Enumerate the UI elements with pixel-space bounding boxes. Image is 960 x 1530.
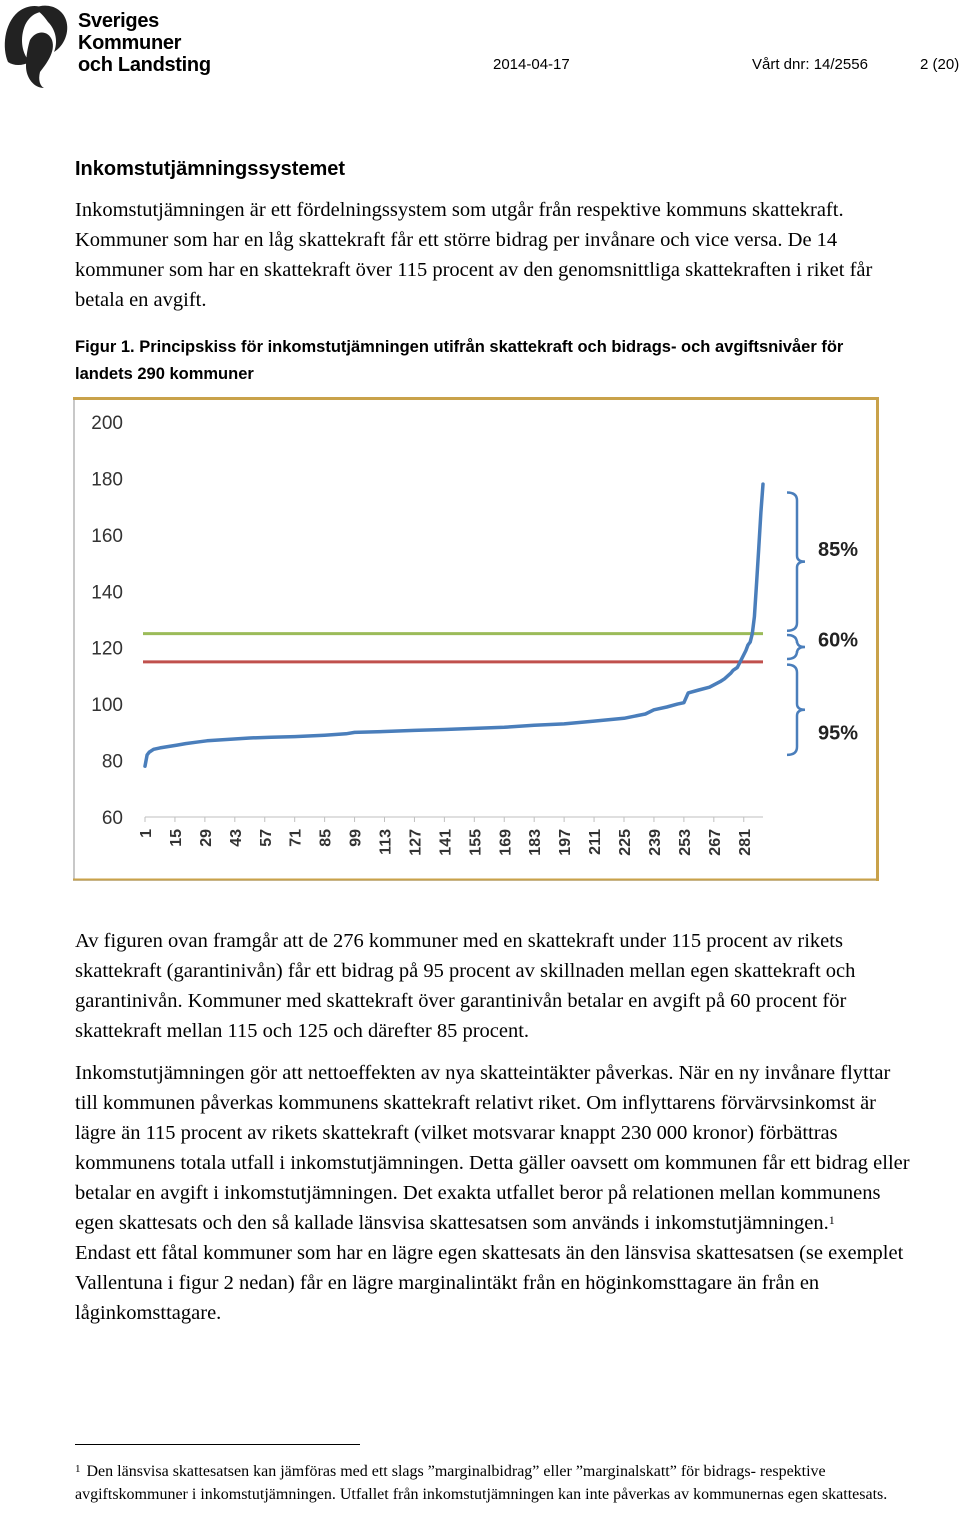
y-tick-label: 100 [91,695,123,717]
figure-border [74,398,878,880]
x-tick-label: 15 [167,829,185,847]
x-tick-label: 43 [227,829,245,847]
logo-line-3: och Landsting [78,54,211,76]
y-tick-label: 200 [91,413,123,434]
y-tick-label: 160 [91,525,123,547]
bracket-label: 60% [818,629,859,652]
logo-mark-icon [0,0,80,90]
x-tick-label: 267 [706,829,724,856]
x-tick-label: 281 [736,829,754,856]
x-tick-label: 29 [197,829,215,847]
logo-line-1: Sveriges [78,10,159,32]
intro-paragraph: Inkomstutjämningen är ett fördelningssystem som utgår från respektive kommuns skattekraft. Kommuner som har en låg skattekraft får ett större bidrag per invånare och vice versa. De 14 kommuner som har en skattekraft över 115 procent av den genomsnittliga skattekraften i riket får betala en avgift. [75,199,873,311]
x-tick-label: 183 [527,829,545,856]
logo-line-2: Kommuner [78,32,182,54]
y-tick-label: 60 [101,808,123,829]
x-tick-label: 155 [467,829,485,856]
y-tick-label: 120 [91,638,123,660]
x-tick-label: 85 [317,829,335,847]
footnote-number: 1 [75,1463,81,1475]
page-number: 2 (20) [920,56,960,73]
x-tick-label: 169 [497,829,515,856]
y-tick-label: 140 [91,582,123,604]
x-tick-label: 127 [407,829,425,856]
footnote-reference[interactable]: 1 [828,1213,835,1227]
explanation-paragraph: Av figuren ovan framgår att de 276 kommuner med en skattekraft under 115 procent av rikets skattekraft (garantinivån) får ett bidrag på 95 procent av skillnaden mellan egen skattekraft och garantinivån. Kommuner med skattekraft över garantinivån betalar en avgift på 60 procent för skattekraft mellan 115 och 125 och därefter 85 procent. [75,930,856,1042]
x-tick-label: 99 [347,829,365,847]
section-title: Inkomstutjämningssystemet [75,158,346,180]
effect-paragraph-text: Inkomstutjämningen gör att nettoeffekten av nya skatteintäkter påverkas. När en ny invånare flyttar till kommunen påverkas kommunens skattekraft relativt riket. Om inflyttarens förvärvsinkomst är lägre än 115 procent av rikets skattekraft (vilket motsvarar knappt 230 000 kronor) förbättras kommunens totala utfall i inkomstutjämningen. Detta gäller oavsett om kommunen får ett bidrag eller betalar en avgift i inkomstutjämningen. Det exakta utfallet beror på relationen mellan kommunens egen skattesats och den så kallade länsvisa skattesatsen som används i inkomstutjämningen. [75,1062,910,1234]
effect-paragraph-continuation: Endast ett fåtal kommuner som har en lägre egen skattesats än den länsvisa skattesatsen (se exemplet Vallentuna i figur 2 nedan) får en lägre marginalintäkt från en höginkomsttagare än från en låginkomsttagare. [75,1242,904,1324]
y-tick-label: 80 [101,751,123,773]
x-tick-label: 225 [617,829,635,856]
bracket-label: 85% [818,538,859,561]
x-tick-label: 57 [257,829,275,847]
skl-logo [0,0,215,90]
x-tick-label: 141 [437,829,455,856]
figure-caption-text: Principskiss för inkomstutjämningen utifrån skattekraft och bidrags- och avgiftsnivåer för landets 290 kommuner [75,338,844,383]
x-tick-label: 211 [587,829,605,855]
x-tick-label: 239 [646,829,664,856]
figure-frame [73,397,879,881]
chart [73,397,879,881]
figure-label: Figur 1. [75,338,135,356]
figure-caption [75,334,905,388]
effect-paragraph [75,1058,915,1328]
footnote-text: Den länsvisa skattesatsen kan jämföras med ett slags ”marginalbidrag” eller ”marginalskatt” för bidrags- respektive avgiftskommuner i inkomstutjämningen. Utfallet från inkomstutjämningen kan inte påverkas av kommunernas egen skattesats. [75,1463,888,1503]
x-tick-label: 1 [138,829,155,838]
x-tick-label: 71 [287,829,305,847]
footnote [75,1460,895,1506]
x-tick-label: 113 [377,829,395,855]
bracket-label: 95% [818,722,859,745]
document-reference: Vårt dnr: 14/2556 [752,56,868,73]
document-date: 2014-04-17 [493,56,570,73]
footnote-divider [75,1444,360,1445]
x-tick-label: 253 [676,829,694,856]
x-tick-label: 197 [557,829,575,856]
y-tick-label: 180 [91,469,123,491]
